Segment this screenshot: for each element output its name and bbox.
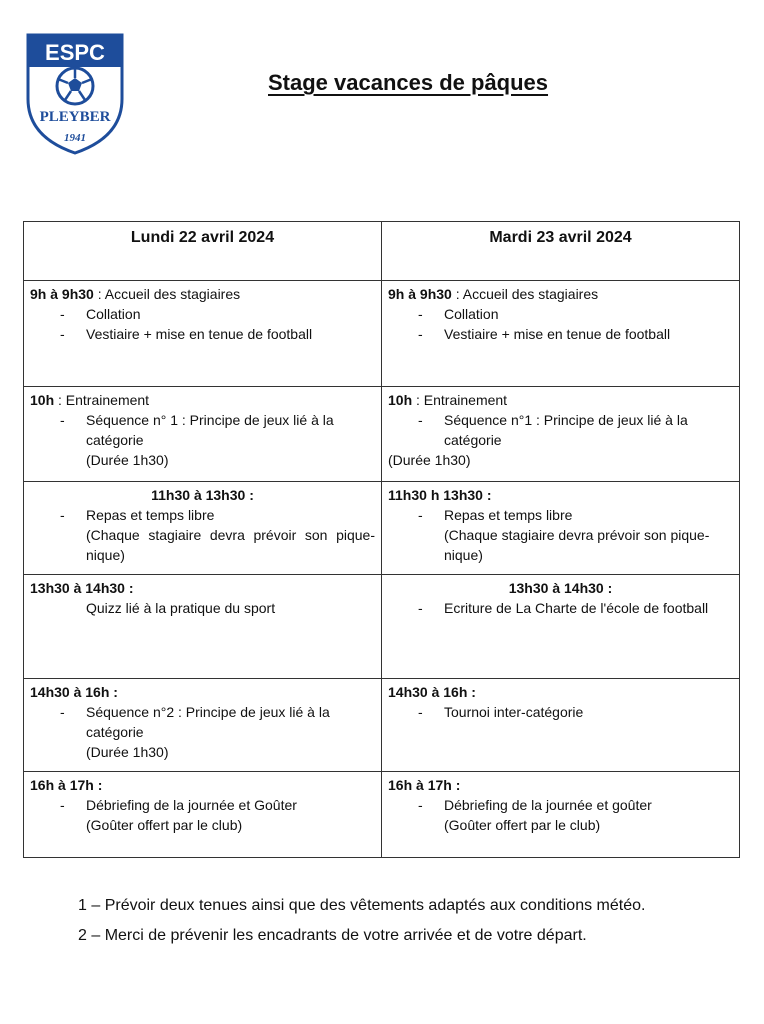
svg-text:ESPC: ESPC: [45, 40, 105, 65]
block-note: (Durée 1h30): [86, 452, 169, 468]
day-header-monday: Lundi 22 avril 2024: [24, 222, 382, 281]
svg-text:1941: 1941: [64, 132, 86, 144]
list-item: - Séquence n°2 : Principe de jeux lié à la catégorie: [60, 702, 375, 742]
footnote-1: 1 – Prévoir deux tenues ainsi que des vêtements adaptés aux conditions météo.: [78, 897, 646, 914]
block-time: 14h30 à 16h :: [388, 684, 476, 700]
block-tuesday-3: [382, 482, 740, 575]
day-header-tuesday: Mardi 23 avril 2024: [382, 222, 740, 281]
block-note: (Durée 1h30): [86, 744, 169, 760]
block-time: 9h à 9h30: [30, 286, 94, 302]
block-monday-1: [24, 281, 382, 387]
list-item: - Séquence n° 1 : Principe de jeux lié à la catégorie: [60, 410, 375, 450]
list-item: - Collation: [60, 304, 375, 324]
list-item: - Vestiaire + mise en tenue de football: [418, 324, 733, 344]
block-time: 11h30 à 13h30 :: [151, 487, 254, 503]
block-time: 13h30 à 14h30 :: [30, 580, 134, 596]
svg-text:PLEYBER: PLEYBER: [39, 109, 111, 125]
block-tuesday-2: [382, 387, 740, 482]
block-monday-3: [24, 482, 382, 575]
block-time: 16h à 17h :: [30, 777, 103, 793]
block-time: 11h30 h 13h30 :: [388, 487, 492, 503]
list-item: - Séquence n°1 : Principe de jeux lié à la catégorie: [418, 410, 733, 450]
block-tuesday-1: [382, 281, 740, 387]
block-note: Quizz lié à la pratique du sport: [86, 600, 276, 616]
schedule-table: [23, 221, 740, 858]
block-note: (Durée 1h30): [388, 452, 471, 468]
list-item: - Débriefing de la journée et goûter: [418, 795, 733, 815]
block-note: (Chaque stagiaire devra prévoir son pique-nique): [444, 527, 710, 563]
block-tuesday-6: [382, 772, 740, 858]
list-item: - Tournoi inter-catégorie: [418, 702, 733, 722]
page-title: Stage vacances de pâques: [268, 70, 549, 95]
block-text: : Entrainement: [54, 392, 150, 408]
block-tuesday-4: [382, 575, 740, 679]
block-text: : Accueil des stagiaires: [93, 286, 241, 302]
footnotes: [78, 893, 678, 953]
list-item: - Repas et temps libre: [60, 505, 375, 525]
block-monday-4: [24, 575, 382, 679]
block-time: 10h: [388, 392, 413, 408]
block-monday-6: [24, 772, 382, 858]
block-tuesday-5: [382, 679, 740, 772]
block-note: (Goûter offert par le club): [444, 817, 601, 833]
block-time: 13h30 à 14h30 :: [508, 580, 613, 596]
block-time: 9h à 9h30: [388, 286, 452, 302]
block-note: (Chaque stagiaire devra prévoir son pique-nique): [86, 527, 375, 563]
block-time: 16h à 17h :: [388, 777, 461, 793]
block-monday-2: [24, 387, 382, 482]
football-icon: [57, 68, 93, 104]
club-logo: [25, 33, 125, 155]
footnote-2: 2 – Merci de prévenir les encadrants de votre arrivée et de votre départ.: [78, 927, 587, 944]
block-text: : Entrainement: [412, 392, 508, 408]
block-time: 10h: [30, 392, 55, 408]
list-item: - Ecriture de La Charte de l'école de football: [418, 598, 733, 618]
list-item: - Vestiaire + mise en tenue de football: [60, 324, 375, 344]
list-item: - Débriefing de la journée et Goûter: [60, 795, 375, 815]
block-time: 14h30 à 16h :: [30, 684, 118, 700]
block-note: (Goûter offert par le club): [86, 817, 243, 833]
list-item: - Collation: [418, 304, 733, 324]
block-monday-5: [24, 679, 382, 772]
block-text: : Accueil des stagiaires: [451, 286, 599, 302]
list-item: - Repas et temps libre: [418, 505, 733, 525]
